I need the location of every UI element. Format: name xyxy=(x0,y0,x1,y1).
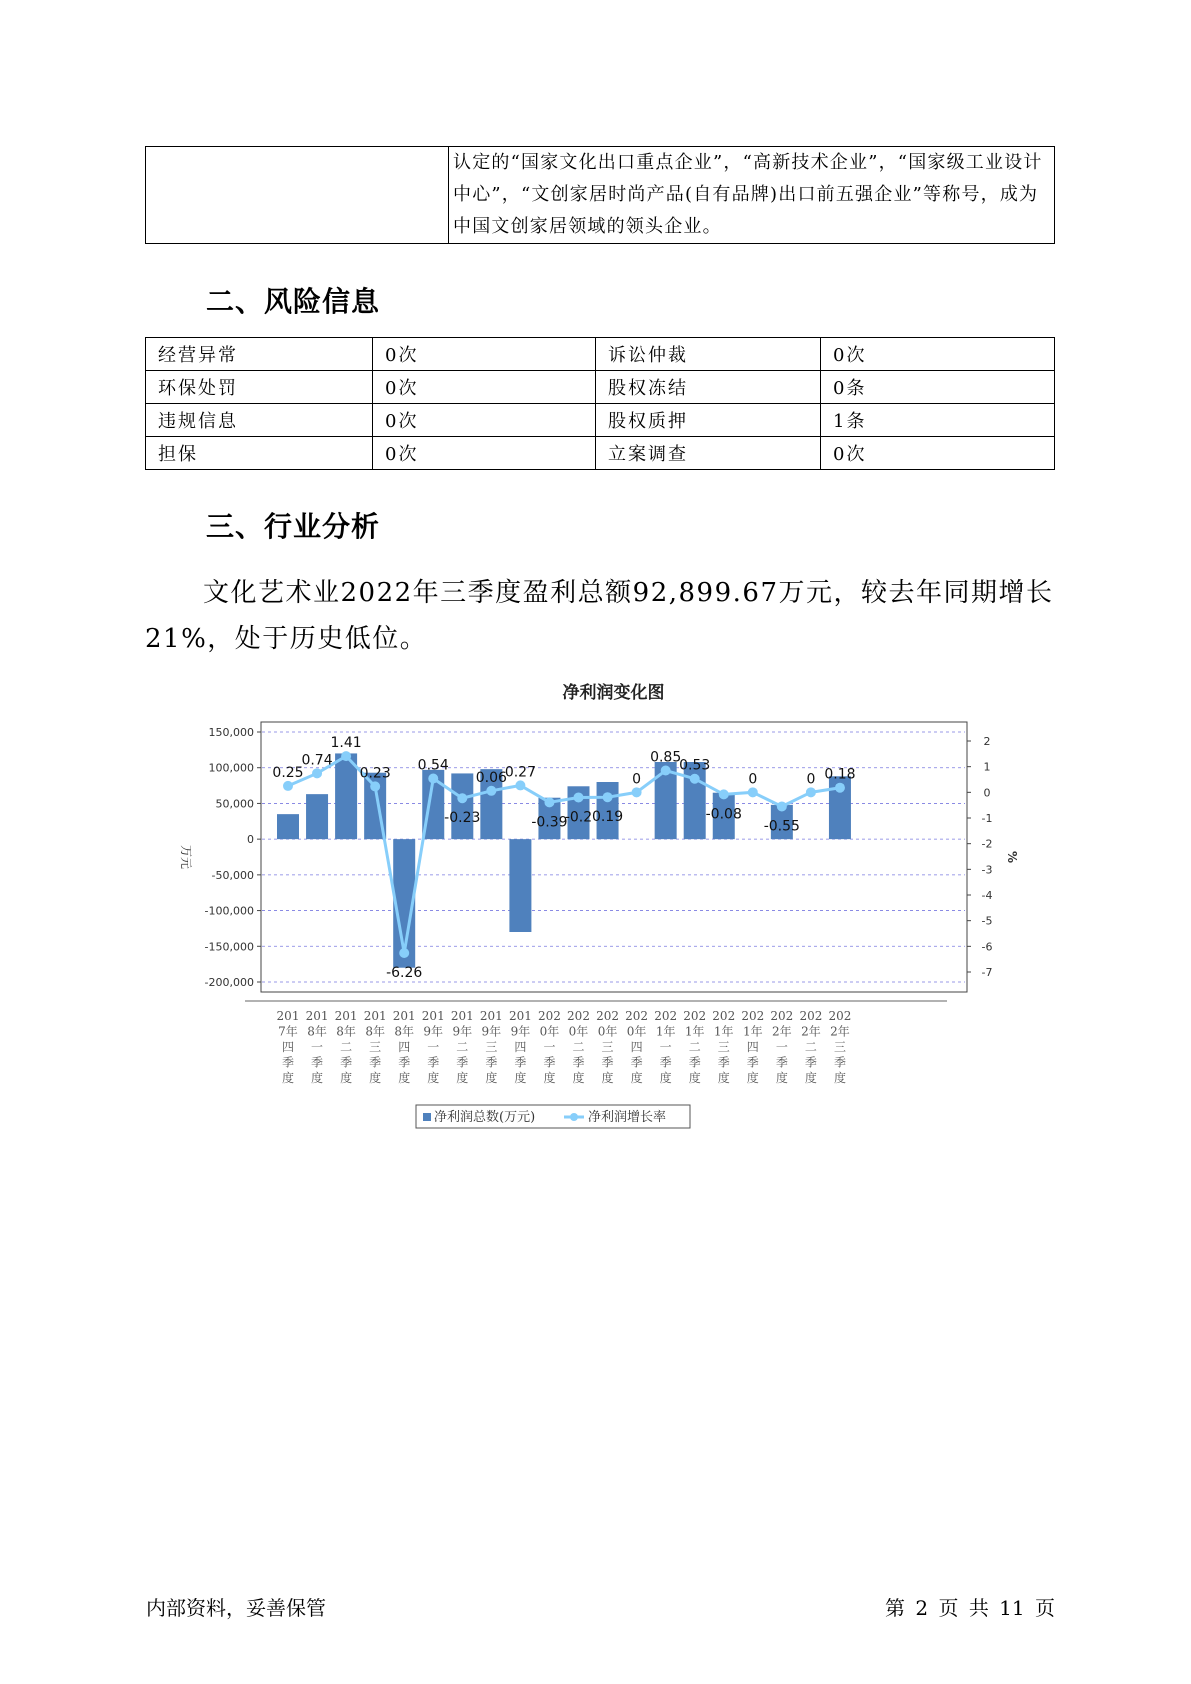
growth-point xyxy=(806,787,816,797)
chart-title: 净利润变化图 xyxy=(562,683,665,703)
legend-bar-swatch xyxy=(423,1113,431,1121)
legend-line-label: 净利润增长率 xyxy=(588,1110,667,1125)
x-tick-label: 201 9年一季度 xyxy=(421,1009,445,1085)
data-label: -0.2 xyxy=(564,809,593,826)
growth-point xyxy=(312,768,322,778)
x-tick-label: 202 2年一季度 xyxy=(770,1009,794,1085)
chart-svg xyxy=(170,680,1030,1140)
x-tick-label: 201 9年四季度 xyxy=(508,1009,532,1085)
y2-tick-label: -5 xyxy=(981,914,993,928)
risk-table xyxy=(145,337,1055,470)
data-label: 0.54 xyxy=(417,757,449,774)
legend-line-marker xyxy=(570,1113,578,1121)
bar xyxy=(509,839,531,932)
growth-point xyxy=(515,780,525,790)
risk-row xyxy=(146,437,1055,470)
data-label: -0.23 xyxy=(444,810,481,827)
x-tick-label: 201 8年三季度 xyxy=(363,1009,387,1085)
x-tick-label: 202 0年二季度 xyxy=(567,1009,590,1085)
data-label: -0.08 xyxy=(705,806,742,823)
data-label: -0.39 xyxy=(531,814,568,831)
data-label: -6.26 xyxy=(386,965,423,982)
risk-value: 0次 xyxy=(373,338,596,371)
data-label: 0.27 xyxy=(504,764,536,781)
plot-frame xyxy=(261,722,967,992)
bar xyxy=(306,794,328,839)
risk-value: 0次 xyxy=(373,404,596,437)
bar xyxy=(451,773,473,839)
risk-value: 0次 xyxy=(373,437,596,470)
industry-heading: 三、行业分析 xyxy=(206,510,381,543)
y2-tick-label: -7 xyxy=(981,966,993,979)
data-label: 1.41 xyxy=(330,735,362,752)
growth-point xyxy=(574,792,584,802)
risk-label: 立案调查 xyxy=(596,437,821,470)
growth-point xyxy=(777,801,787,811)
data-label: 0.19 xyxy=(591,809,624,826)
growth-point xyxy=(748,787,758,797)
y2-tick-label: 0 xyxy=(983,786,991,800)
risk-value: 0条 xyxy=(821,371,1055,404)
growth-point xyxy=(835,783,845,793)
x-tick-label: 202 0年三季度 xyxy=(596,1009,620,1085)
y2-axis-label: % xyxy=(1005,850,1019,864)
growth-point xyxy=(283,781,293,791)
y2-tick-label: -1 xyxy=(981,812,993,825)
risk-label: 经营异常 xyxy=(146,338,373,371)
risk-label: 环保处罚 xyxy=(146,371,373,404)
risk-label: 担保 xyxy=(146,437,373,470)
y-tick-label: -200,000 xyxy=(204,976,254,989)
growth-point xyxy=(632,787,642,797)
data-label: 0 xyxy=(806,771,816,788)
y-tick-label: -50,000 xyxy=(211,868,254,882)
data-label: 0.23 xyxy=(359,765,391,782)
x-tick-label: 202 0年四季度 xyxy=(625,1009,649,1085)
x-tick-label: 201 7年四季度 xyxy=(276,1009,300,1085)
risk-value: 0次 xyxy=(821,437,1055,470)
risk-label: 股权质押 xyxy=(596,404,821,437)
growth-point xyxy=(661,766,671,776)
risk-row xyxy=(146,371,1055,404)
y-axis-label: 万元 xyxy=(179,844,193,870)
y-tick-label: 50,000 xyxy=(215,797,254,811)
y-tick-label: -150,000 xyxy=(204,940,254,954)
company-intro-label-cell xyxy=(146,147,449,244)
y-tick-label: 150,000 xyxy=(208,726,254,739)
risk-row xyxy=(146,338,1055,371)
x-tick-label: 202 1年三季度 xyxy=(712,1009,736,1085)
risk-value: 0次 xyxy=(821,338,1055,371)
company-intro-table xyxy=(145,146,1055,244)
growth-point xyxy=(428,773,438,783)
company-intro-text: 认定的“国家文化出口重点企业”，“高新技术企业”，“国家级工业设计中心”，“文创家居时尚产品(自有品牌)出口前五强企业”等称号，成为中国文创家居领域的领头企业。 xyxy=(449,147,1055,244)
y2-tick-label: 1 xyxy=(983,760,991,774)
legend-bar-label: 净利润总数(万元) xyxy=(434,1110,536,1125)
x-tick-label: 202 0年一季度 xyxy=(537,1009,561,1085)
x-tick-label: 201 8年四季度 xyxy=(392,1009,416,1085)
growth-point xyxy=(341,751,351,761)
y-tick-label: -100,000 xyxy=(204,904,254,918)
footer-confidential: 内部资料，妥善保管 xyxy=(146,1596,326,1620)
x-tick-label: 202 2年二季度 xyxy=(799,1009,823,1085)
data-label: -0.55 xyxy=(763,818,800,835)
growth-point xyxy=(603,792,613,802)
data-label: 0.25 xyxy=(272,764,304,781)
x-tick-label: 201 9年二季度 xyxy=(450,1009,474,1085)
x-tick-label: 201 9年三季度 xyxy=(479,1009,503,1085)
y2-tick-label: -3 xyxy=(981,863,993,877)
risk-heading: 二、风险信息 xyxy=(206,285,381,318)
net-profit-chart xyxy=(170,680,1030,1140)
data-label: 0.53 xyxy=(679,757,711,774)
y2-tick-label: -2 xyxy=(981,837,993,851)
x-tick-label: 202 1年四季度 xyxy=(741,1009,765,1085)
risk-label: 违规信息 xyxy=(146,404,373,437)
data-label: 0 xyxy=(748,771,758,788)
data-label: 0.06 xyxy=(475,769,507,786)
growth-point xyxy=(690,774,700,784)
data-label: 0.74 xyxy=(301,752,333,769)
x-tick-label: 202 1年一季度 xyxy=(654,1009,678,1085)
y2-tick-label: -6 xyxy=(981,940,993,954)
x-tick-label: 202 1年二季度 xyxy=(683,1009,707,1085)
data-label: 0 xyxy=(632,771,642,788)
footer-page-number: 第 2 页 共 11 页 xyxy=(885,1596,1055,1620)
risk-value: 1条 xyxy=(821,404,1055,437)
risk-label: 诉讼仲裁 xyxy=(596,338,821,371)
growth-point xyxy=(457,793,467,803)
risk-value: 0次 xyxy=(373,371,596,404)
y-tick-label: 0 xyxy=(247,833,254,847)
bar xyxy=(277,814,299,839)
x-tick-label: 202 2年三季度 xyxy=(828,1009,852,1085)
growth-point xyxy=(486,786,496,796)
growth-point xyxy=(544,797,554,807)
data-label: 0.18 xyxy=(824,766,856,783)
risk-row xyxy=(146,404,1055,437)
risk-label: 股权冻结 xyxy=(596,371,821,404)
data-label: 0.85 xyxy=(650,749,682,766)
growth-point xyxy=(719,789,729,799)
y-tick-label: 100,000 xyxy=(208,761,254,775)
x-tick-label: 201 8年一季度 xyxy=(305,1009,329,1085)
industry-paragraph: 文化艺术业2022年三季度盈利总额92,899.67万元，较去年同期增长21%，处于历史低位。 xyxy=(145,578,1054,654)
growth-point xyxy=(370,781,380,791)
growth-point xyxy=(399,948,409,958)
y2-tick-label: 2 xyxy=(983,735,991,748)
x-tick-label: 201 8年二季度 xyxy=(334,1009,358,1085)
y2-tick-label: -4 xyxy=(981,889,993,902)
